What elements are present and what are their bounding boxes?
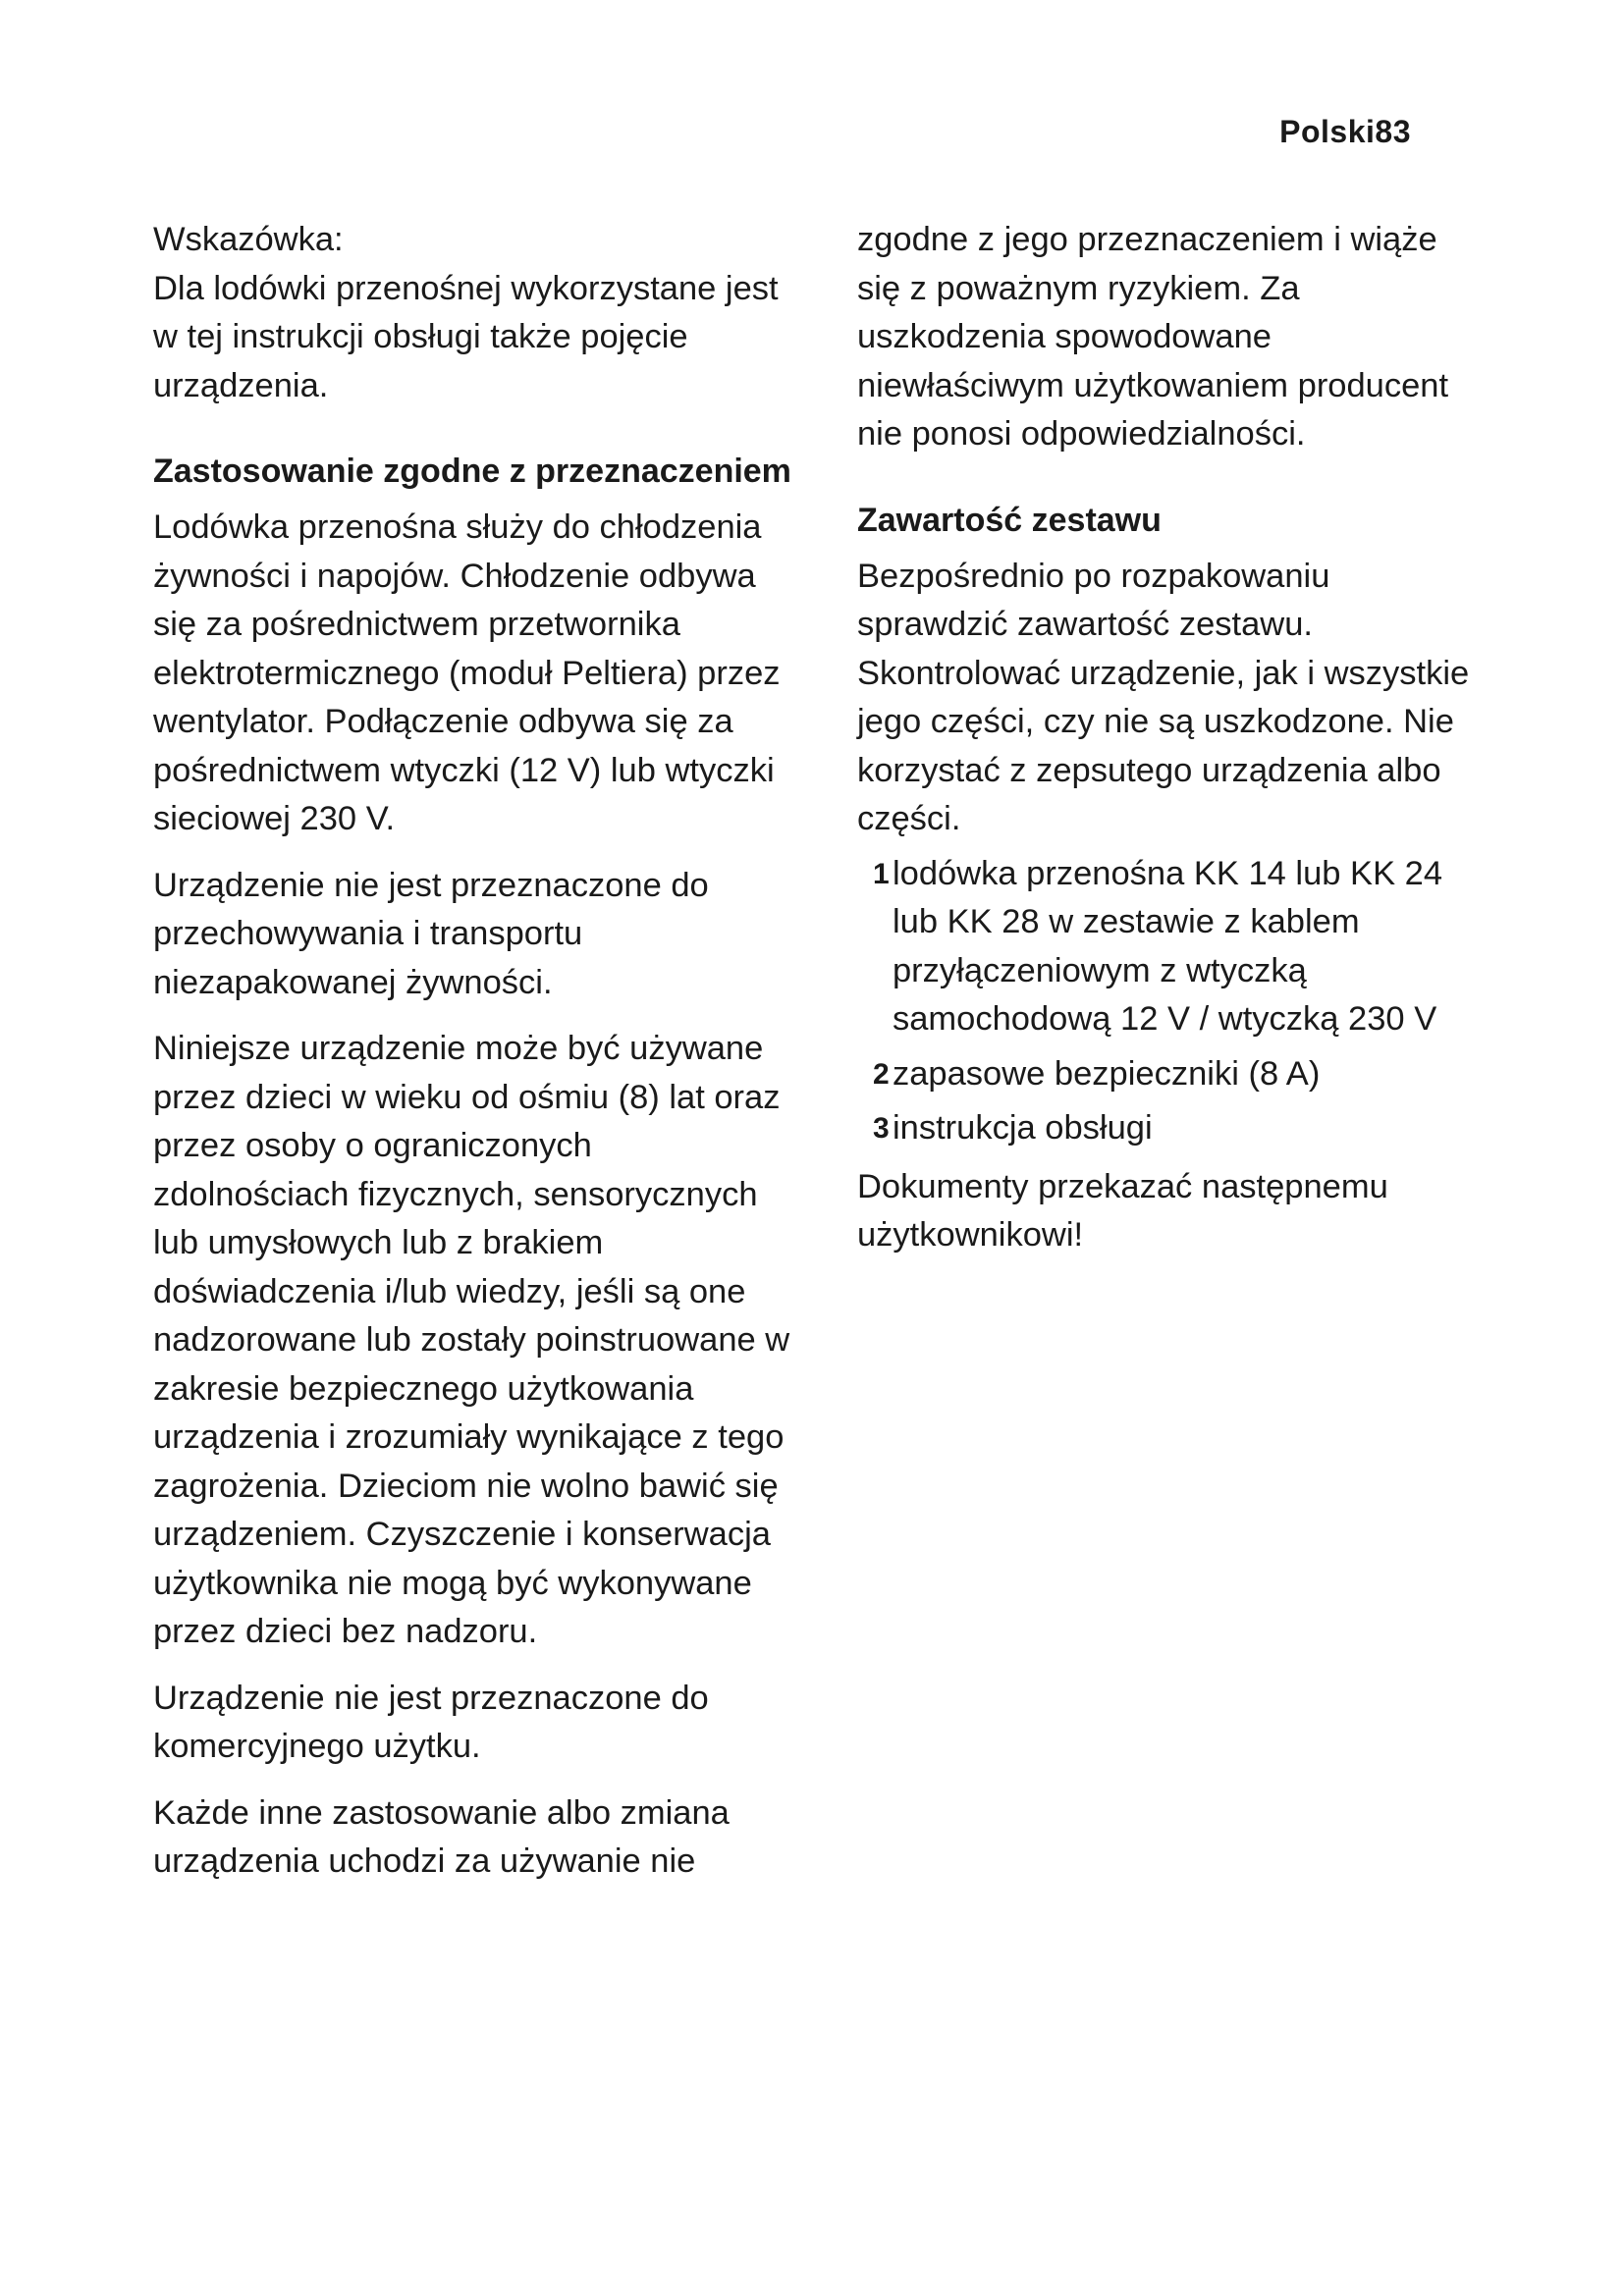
contents-list: [857, 850, 1486, 1153]
section-title-intended-use: Zastosowanie zgodne z przeznaczeniem: [153, 453, 791, 490]
list-item-text: lodówka przenośna KK 14 lub KK 24 lub KK 28 w zestawie z kablem przyłączeniowym z wtyczką samochodową 12 V / wtyczką 230 V: [893, 854, 1443, 1038]
note-label: Wskazówka:: [153, 221, 344, 258]
note-text: Dla lodówki przenośnej wykorzystane jest w tej instrukcji obsługi także pojęcie urządzenia.: [153, 269, 779, 404]
paragraph-children-safety: Niniejsze urządzenie może być używane przez dzieci w wieku od ośmiu (8) lat oraz przez osoby o ograniczonych zdolnościach fizycznych, sensorycznych lub umysłowych lub z brakiem doświadczenia i/lub wiedzy, jeśli są one nadzorowane lub zostały poinstruowane w zakresie bezpiecznego użytkowania urządzenia i zrozumiały wynikające z tego zagrożenia. Dzieciom nie wolno bawić się urządzeniem. Czyszczenie i konserwacja użytkownika nie mogą być wykonywane przez dzieci bez nadzoru.: [153, 1030, 790, 1650]
list-item-text: instrukcja obsługi: [893, 1109, 1153, 1147]
paragraph-food-storage: Urządzenie nie jest przeznaczone do przechowywania i transportu niezapakowanej żywności.: [153, 866, 709, 1001]
list-item-number: 3: [873, 1112, 884, 1145]
list-item-number: 2: [873, 1057, 884, 1091]
list-item: [873, 1050, 1486, 1099]
left-column: [153, 216, 791, 1904]
list-item-number: 1: [873, 857, 884, 890]
paragraph-documents: Dokumenty przekazać następnemu użytkownikowi!: [857, 1167, 1388, 1254]
list-item: [873, 850, 1486, 1044]
paragraph-purpose: Lodówka przenośna służy do chłodzenia żywności i napojów. Chłodzenie odbywa się za pośrednictwem przetwornika elektrotermicznego (moduł Peltiera) przez wentylator. Podłączenie odbywa się za pośrednictwem wtyczki (12 V) lub wtyczki sieciowej 230 V.: [153, 508, 781, 837]
paragraph-check-contents: Bezpośrednio po rozpakowaniu sprawdzić zawartość zestawu. Skontrolować urządzenie, jak i wszystkie jego części, czy nie są uszkodzone. Nie korzystać z zepsutego urządzenia albo części.: [857, 557, 1470, 837]
right-column: [857, 216, 1486, 1278]
page-number-header: Polski83: [1279, 114, 1411, 149]
list-item: [873, 1104, 1486, 1153]
paragraph-commercial-use: Urządzenie nie jest przeznaczone do komercyjnego użytku.: [153, 1679, 709, 1765]
section-title-contents: Zawartość zestawu: [857, 501, 1162, 539]
paragraph-other-use: Każde inne zastosowanie albo zmiana urządzenia uchodzi za używanie nie: [153, 1793, 730, 1880]
paragraph-continuation: zgodne z jego przeznaczeniem i wiąże się z poważnym ryzykiem. Za uszkodzenia spowodowane niewłaściwym użytkowaniem producent nie ponosi odpowiedzialności.: [857, 221, 1449, 453]
list-item-text: zapasowe bezpieczniki (8 A): [893, 1054, 1321, 1093]
